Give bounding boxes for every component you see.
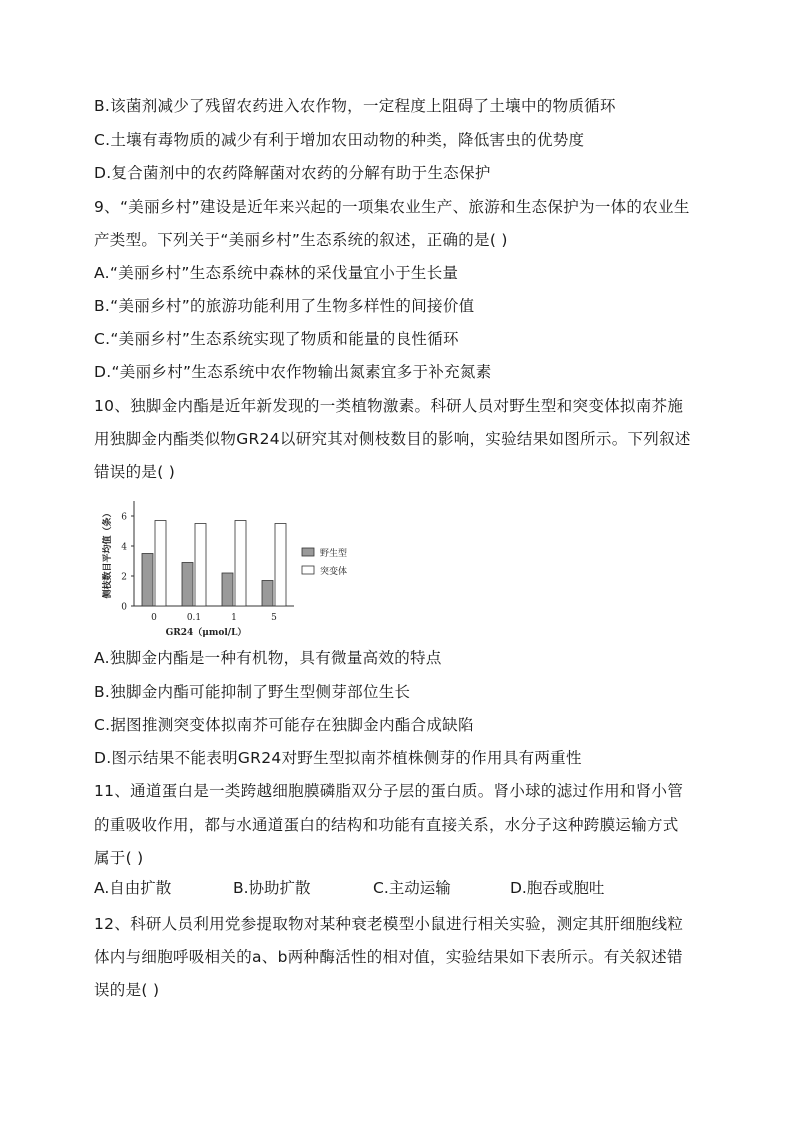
q10-stem-line3: 错误的是( ) [94,463,176,481]
legend-label: 野生型 [320,549,348,559]
bar-mutant [155,521,166,607]
bar-wildtype [182,563,193,607]
q12-stem-line2: 体内与细胞呼吸相关的a、b两种酶活性的相对值，实验结果如下表所示。有关叙述错 [94,948,683,966]
q11-option-b: B.协助扩散 [233,879,311,897]
y-tick-label: 4 [121,542,127,553]
q8-option-d: D.复合菌剂中的农药降解菌对农药的分解有助于生态保护 [94,164,491,182]
q11-option-d: D.胞吞或胞吐 [510,879,605,897]
x-axis-label: GR24（μmol/L） [165,628,247,638]
x-tick-label: 5 [271,613,277,623]
q9-option-a: A.“美丽乡村”生态系统中森林的采伐量宜小于生长量 [94,264,459,282]
q11-stem-line1: 11、通道蛋白是一类跨越细胞膜磷脂双分子层的蛋白质。肾小球的滤过作用和肾小管 [94,782,684,800]
bar-mutant [235,521,246,607]
q11-stem-line2: 的重吸收作用，都与水通道蛋白的结构和功能有直接关系，水分子这种跨膜运输方式 [94,816,679,834]
legend-swatch [302,548,314,556]
q10-option-b: B.独脚金内酯可能抑制了野生型侧芽部位生长 [94,683,411,701]
bar-wildtype [262,581,273,607]
legend-swatch [302,566,314,574]
x-tick-label: 1 [231,613,237,623]
q10-stem-line1: 10、独脚金内酯是近年新发现的一类植物激素。科研人员对野生型和突变体拟南芥施 [94,397,684,415]
q10-stem-line2: 用独脚金内酯类似物GR24以研究其对侧枝数目的影响，实验结果如图所示。下列叙述 [94,430,691,448]
q9-stem-line2: 产类型。下列关于“美丽乡村”生态系统的叙述，正确的是( ) [94,231,508,249]
q9-stem-line1: 9、“美丽乡村”建设是近年来兴起的一项集农业生产、旅游和生态保护为一体的农业生 [94,198,690,216]
y-tick-label: 6 [121,512,127,523]
q10-option-a: A.独脚金内酯是一种有机物，具有微量高效的特点 [94,649,442,667]
q11-option-c: C.主动运输 [373,879,451,897]
y-tick-label: 2 [121,572,127,583]
bar-wildtype [222,573,233,606]
q8-option-c: C.土壤有毒物质的减少有利于增加农田动物的种类，降低害虫的优势度 [94,131,585,149]
q11-option-a: A.自由扩散 [94,879,172,897]
q12-stem-line1: 12、科研人员利用党参提取物对某种衰老模型小鼠进行相关实验，测定其肝细胞线粒 [94,915,684,933]
q12-stem-line3: 误的是( ) [94,981,160,999]
q11-options [94,876,714,896]
y-tick-label: 0 [121,602,127,613]
bar-mutant [195,524,206,607]
legend-label: 突变体 [320,567,348,577]
q10-option-c: C.据图推测突变体拟南芥可能存在独脚金内酯合成缺陷 [94,716,474,734]
q9-option-d: D.“美丽乡村”生态系统中农作物输出氮素宜多于补充氮素 [94,363,492,381]
x-tick-label: 0.1 [186,613,202,623]
q9-option-c: C.“美丽乡村”生态系统实现了物质和能量的良性循环 [94,330,459,348]
bar-wildtype [142,554,153,607]
y-axis-label: 侧枝数目平均值（条） [103,508,113,599]
bar-mutant [275,524,286,607]
bar-chart [94,490,394,640]
q10-option-d: D.图示结果不能表明GR24对野生型拟南芥植株侧芽的作用具有两重性 [94,749,582,767]
x-tick-label: 0 [151,613,157,623]
q9-option-b: B.“美丽乡村”的旅游功能利用了生物多样性的间接价值 [94,297,475,315]
q8-option-b: B.该菌剂减少了残留农药进入农作物，一定程度上阻碍了土壤中的物质循环 [94,97,616,115]
q11-stem-line3: 属于( ) [94,849,144,867]
